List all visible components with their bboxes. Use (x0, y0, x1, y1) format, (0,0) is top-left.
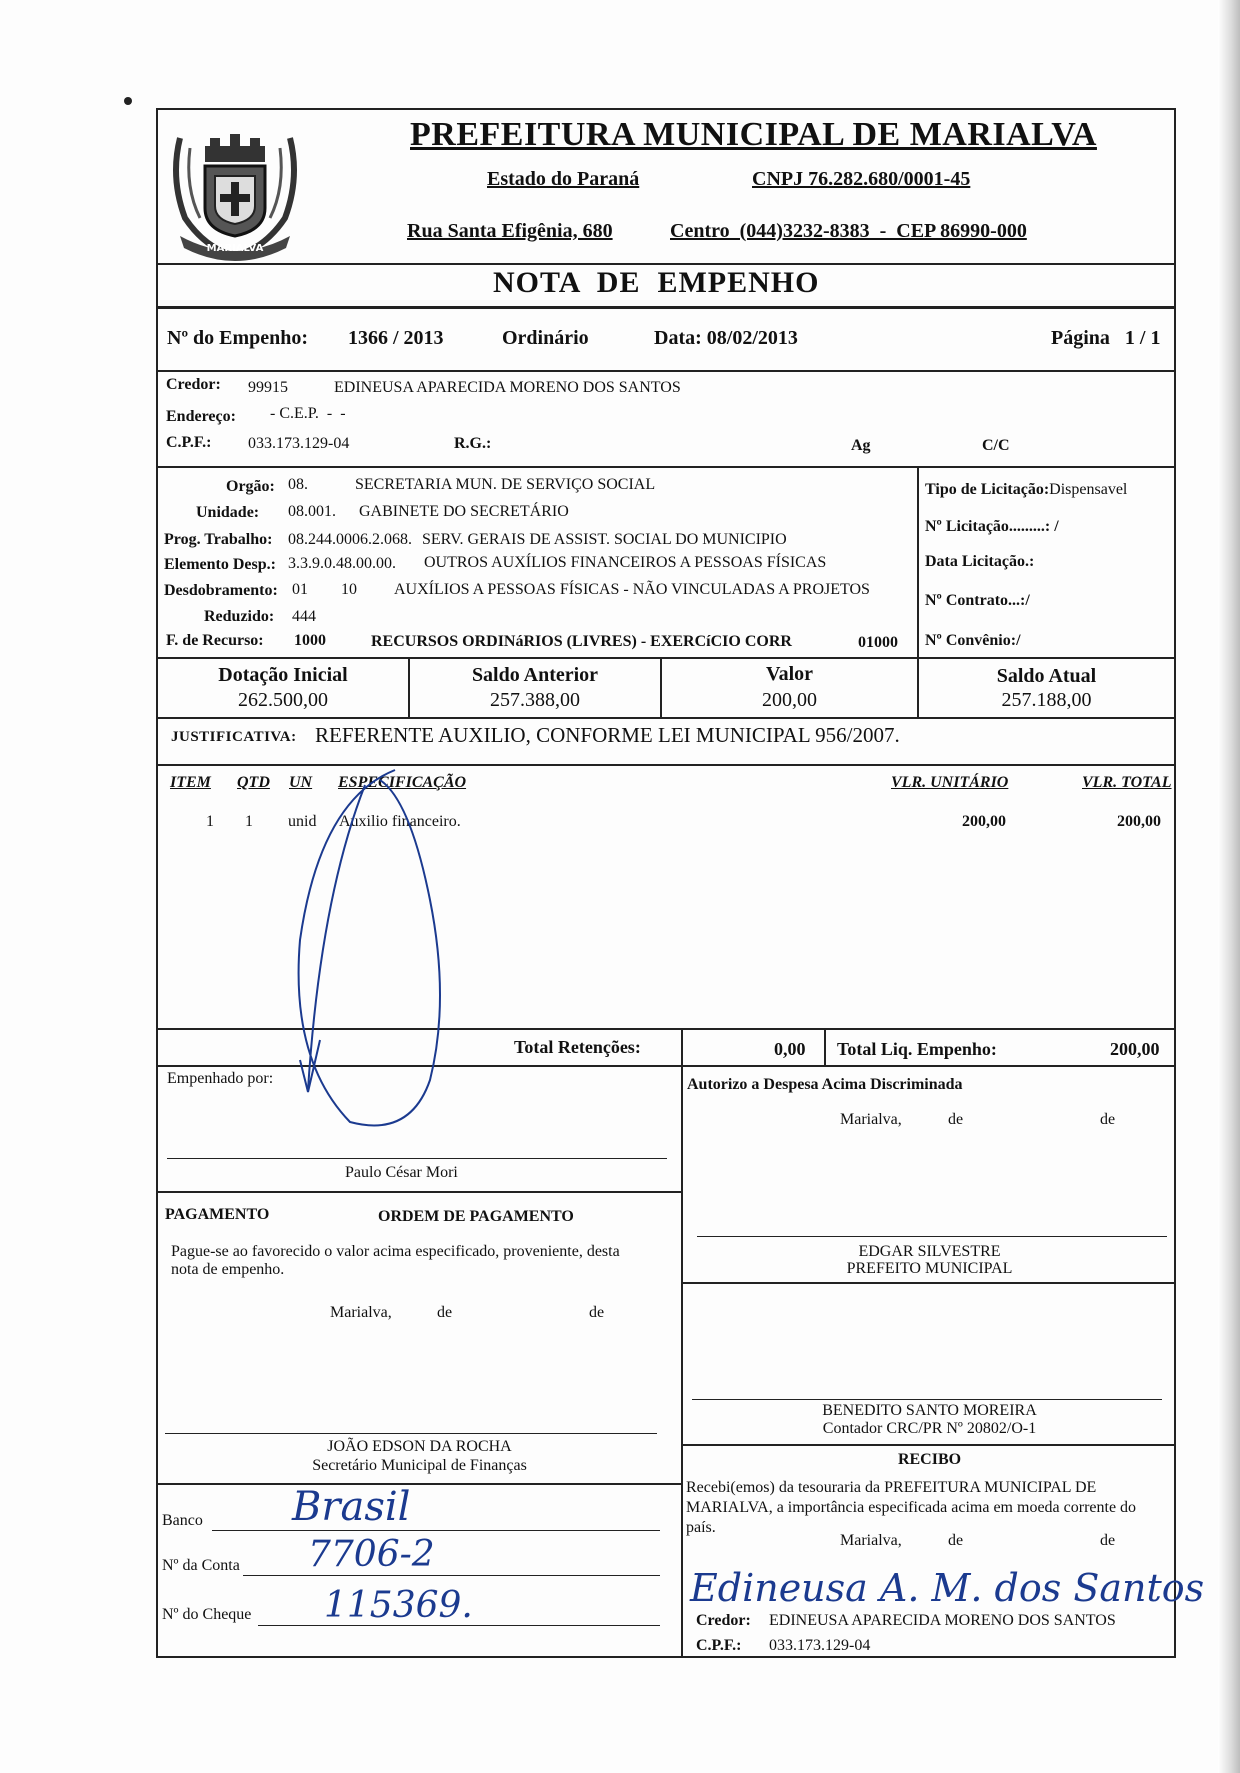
conta-label: Nº da Conta (162, 1557, 240, 1574)
licitacao-numero: Nº Licitação.........: / (925, 518, 1059, 535)
elemento-desc: OUTROS AUXÍLIOS FINANCEIROS A PESSOAS FÍSICAS (424, 554, 827, 571)
recibo-local: Marialva, (840, 1532, 902, 1549)
liquido-label: Total Liq. Empenho: (837, 1039, 997, 1059)
empenho-number-label: Nº do Empenho: (167, 327, 309, 349)
desdobramento-a: 01 (292, 581, 308, 598)
recibo-credor-label: Credor: (696, 1612, 751, 1629)
pagamento-texto-2: nota de empenho. (171, 1261, 285, 1278)
banco-handwritten: Brasil (292, 1484, 411, 1530)
licitacao-tipo-label: Tipo de Licitação: (925, 481, 1050, 498)
desdobramento-desc: AUXÍLIOS A PESSOAS FÍSICAS - NÃO VINCULADAS A PROJETOS (394, 581, 870, 598)
licitacao-contrato: Nº Contrato...:/ (925, 592, 1030, 609)
orgao-value: 08. (288, 476, 308, 493)
saldo-anterior-value: 257.388,00 (490, 689, 580, 711)
licitacao-convenio: Nº Convênio:/ (925, 632, 1021, 649)
col-qtd: QTD (237, 774, 270, 791)
dotacao-inicial-value: 262.500,00 (238, 689, 328, 711)
autorizo-de2: de (1100, 1111, 1116, 1128)
recibo-credor-nome: EDINEUSA APARECIDA MORENO DOS SANTOS (769, 1612, 1116, 1629)
credor-code: 99915 (248, 379, 288, 396)
reduzido-label: Reduzido: (204, 608, 275, 625)
recurso-desc: RECURSOS ORDINáRIOS (LIVRES) - EXERCíCIO CORR (371, 633, 792, 650)
licitacao-data: Data Licitação.: (925, 553, 1035, 570)
empenho-type: Ordinário (502, 327, 589, 349)
item-number: 1 (206, 813, 214, 830)
elemento-value: 3.3.9.0.48.00.00. (288, 555, 396, 572)
cpf-value: 033.173.129-04 (248, 435, 350, 452)
recibo-signature: Edineusa A. M. dos Santos (690, 1566, 1205, 1610)
state-label: Estado do Paraná (487, 168, 640, 190)
col-vlr-unitario: VLR. UNITÁRIO (891, 774, 1009, 791)
doc-title: NOTA DE EMPENHO (493, 266, 820, 299)
prefeito-nome: EDGAR SILVESTRE (858, 1243, 1001, 1260)
banco-label: Banco (162, 1512, 203, 1529)
reduzido-value: 444 (292, 608, 316, 625)
page-number: Página 1 / 1 (1051, 327, 1161, 349)
conta-handwritten: 7706-2 (308, 1534, 435, 1575)
justificativa-label: JUSTIFICATIVA: (171, 729, 297, 745)
recibo-texto-3: país. (686, 1519, 716, 1536)
valor-value: 200,00 (762, 689, 817, 711)
scan-speck (124, 97, 132, 105)
cnpj-label: CNPJ 76.282.680/0001-45 (752, 168, 971, 190)
cc-label: C/C (982, 437, 1010, 454)
elemento-label: Elemento Desp.: (164, 556, 276, 573)
pagamento-label: PAGAMENTO (165, 1206, 270, 1223)
item-espec: Auxilio financeiro. (339, 813, 461, 830)
dotacao-inicial-label: Dotação Inicial (218, 664, 348, 686)
empenho-date: Data: 08/02/2013 (654, 327, 798, 349)
coat-of-arms-icon (160, 118, 310, 264)
recibo-label: RECIBO (897, 1451, 962, 1468)
col-un: UN (289, 774, 313, 791)
col-especificacao: ESPECIFICAÇÃO (338, 774, 467, 791)
rg-label: R.G.: (454, 435, 492, 452)
pagamento-local: Marialva, (330, 1304, 392, 1321)
street-label: Rua Santa Efigênia, 680 (407, 220, 613, 242)
empenho-number: 1366 / 2013 (348, 327, 444, 349)
scan-edge (1218, 0, 1240, 1773)
ordem-pagamento-label: ORDEM DE PAGAMENTO (378, 1208, 574, 1225)
empenhado-label: Empenhado por: (167, 1070, 274, 1087)
justificativa-text: REFERENTE AUXILIO, CONFORME LEI MUNICIPAL 956/2007. (315, 723, 900, 747)
empenhado-nome: Paulo César Mori (345, 1164, 458, 1181)
pagamento-de2: de (589, 1304, 605, 1321)
ag-label: Ag (851, 437, 871, 454)
desdobramento-b: 10 (341, 581, 357, 598)
saldo-atual-label: Saldo Atual (996, 665, 1097, 687)
recibo-cpf-value: 033.173.129-04 (769, 1637, 871, 1654)
item-qtd: 1 (245, 813, 253, 830)
autorizo-local: Marialva, (840, 1111, 902, 1128)
unidade-value: 08.001. (288, 503, 336, 520)
item-total-value: 200,00 (1117, 813, 1161, 830)
recurso-label: F. de Recurso: (166, 632, 264, 649)
secretario-nome: JOÃO EDSON DA ROCHA (327, 1438, 512, 1455)
unidade-label: Unidade: (196, 504, 260, 521)
credor-label: Credor: (166, 376, 221, 393)
cpf-label: C.P.F.: (166, 434, 212, 451)
unidade-desc: GABINETE DO SECRETÁRIO (359, 503, 569, 520)
endereco-value: - C.E.P. - - (270, 405, 346, 422)
recibo-de2: de (1100, 1532, 1116, 1549)
pagamento-de1: de (437, 1304, 453, 1321)
endereco-label: Endereço: (166, 408, 236, 425)
address-rest: Centro (044)3232-8383 - CEP 86990-000 (670, 220, 1027, 242)
handwritten-initial-mark (260, 760, 500, 1140)
retencoes-label: Total Retenções: (514, 1037, 641, 1057)
credor-name: EDINEUSA APARECIDA MORENO DOS SANTOS (334, 379, 681, 396)
item-un: unid (288, 813, 317, 830)
col-item: ITEM (170, 774, 211, 791)
col-vlr-total: VLR. TOTAL (1082, 774, 1172, 791)
contador-cargo: Contador CRC/PR Nº 20802/O-1 (822, 1420, 1037, 1437)
prog-desc: SERV. GERAIS DE ASSIST. SOCIAL DO MUNICIPIO (422, 531, 787, 548)
prefeito-cargo: PREFEITO MUNICIPAL (846, 1260, 1013, 1277)
seal-text: MARIALVA (206, 243, 264, 254)
saldo-atual-value: 257.188,00 (1001, 689, 1092, 711)
recibo-cpf-label: C.P.F.: (696, 1637, 742, 1654)
page-title: PREFEITURA MUNICIPAL DE MARIALVA (410, 116, 1097, 153)
autorizo-label: Autorizo a Despesa Acima Discriminada (687, 1076, 963, 1093)
secretario-cargo: Secretário Municipal de Finanças (312, 1457, 527, 1474)
pagamento-texto-1: Pague-se ao favorecido o valor acima especificado, proveniente, desta (171, 1243, 620, 1260)
item-unit-value: 200,00 (962, 813, 1006, 830)
recibo-texto-2: MARIALVA, a importância especificada acima em moeda corrente do (686, 1499, 1137, 1516)
recurso-code: 01000 (858, 634, 898, 651)
prog-label: Prog. Trabalho: (164, 531, 273, 548)
saldo-anterior-label: Saldo Anterior (471, 664, 599, 686)
valor-label: Valor (765, 663, 814, 685)
recibo-texto-1: Recebi(emos) da tesouraria da PREFEITURA MUNICIPAL DE (686, 1479, 1097, 1496)
orgao-desc: SECRETARIA MUN. DE SERVIÇO SOCIAL (355, 476, 656, 493)
licitacao-tipo-value: Dispensavel (1049, 481, 1128, 498)
autorizo-de1: de (948, 1111, 964, 1128)
contador-nome: BENEDITO SANTO MOREIRA (822, 1402, 1037, 1419)
desdobramento-label: Desdobramento: (164, 582, 278, 599)
liquido-value: 200,00 (1110, 1039, 1160, 1059)
cheque-handwritten: 115369. (324, 1585, 473, 1626)
prog-value: 08.244.0006.2.068. (288, 531, 412, 548)
cheque-label: Nº do Cheque (162, 1606, 252, 1623)
retencoes-value: 0,00 (774, 1039, 806, 1059)
recibo-de1: de (948, 1532, 964, 1549)
recurso-value: 1000 (294, 632, 326, 649)
orgao-label: Orgão: (226, 478, 275, 495)
